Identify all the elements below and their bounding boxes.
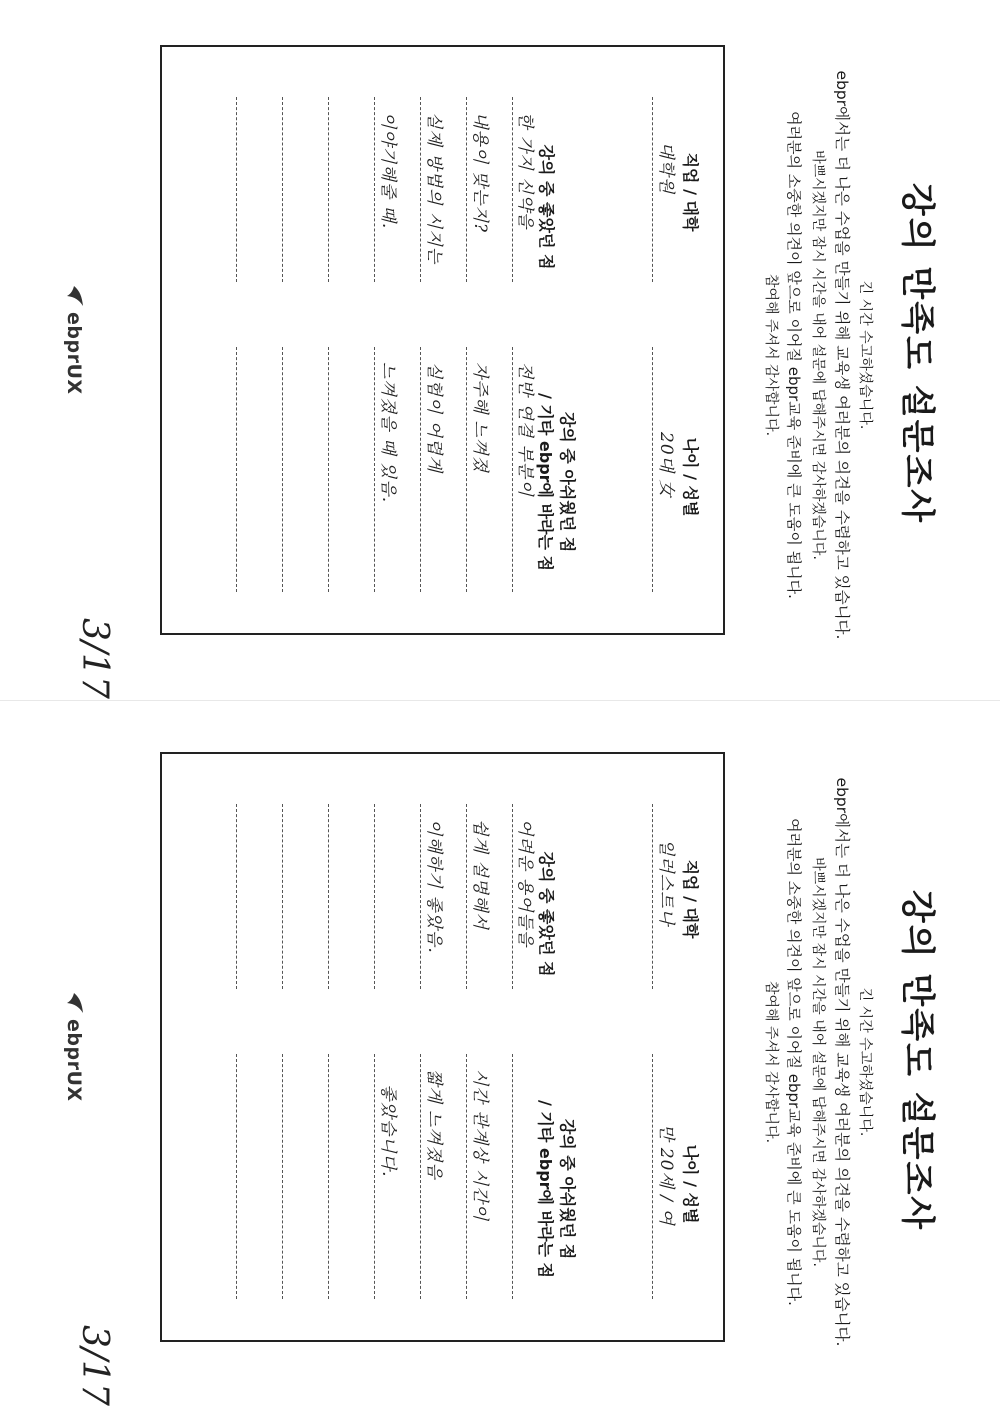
bad-answer-line [374,1054,375,1299]
intro-line: 참여해 주셔서 감사합니다. [763,273,779,437]
intro-line: ebpr에서는 더 나은 수업을 만들기 위해 교육생 여러분의 의견을 수렴하고 있습니다. [833,70,851,640]
good-answer-line [328,97,329,282]
bad-answer-text: 짧게 느껴졌음 [424,1069,444,1180]
good-answer-text: 이야기해줄 때. [378,112,398,230]
intro-line: 여러분의 소중한 의견이 앞으로 이어질 ebpr교육 준비에 큰 도움이 됩니다. [785,111,803,599]
good-answer-line [282,97,283,282]
good-answer-line [236,97,237,282]
survey-title: 강의 만족도 설문조사 [897,182,937,525]
ebprux-logo [63,285,85,395]
good-answer-line [512,804,513,989]
good-answer-line [466,804,467,989]
survey-form-box [160,752,725,1342]
handwritten-date: 3/17 [74,1325,115,1406]
bad-answer-line [512,347,513,592]
intro-line: 바쁘시겠지만 잠시 시간을 내어 설문에 답해주시면 감사하겠습니다. [810,857,826,1267]
job-answer-line [652,804,653,989]
bad-answer-line [420,1054,421,1299]
good-answer-text: 쉽게 설명해서 [470,819,490,930]
age-answer-line [652,1054,653,1299]
bad-answer-line [282,347,283,592]
bird-logo-icon [64,285,84,307]
bad-answer-line [236,1054,237,1299]
age-gender-label: 나이 / 성별 [681,1144,700,1224]
good-answer-text: 이해하기 좋았음. [424,819,444,954]
job-answer: 일러스트나 [656,839,676,927]
bird-logo-icon [64,992,84,1014]
bad-points-label [534,367,578,597]
intro-line: 바쁘시겠지만 잠시 시간을 내어 설문에 답해주시면 감사하겠습니다. [810,150,826,560]
good-answer-line [374,804,375,989]
good-answer-line [420,804,421,989]
bad-points-label-line2: / 기타 ebpr에 바라는 점 [536,393,555,571]
bad-answer-line [328,347,329,592]
good-answer-line [420,97,421,282]
good-answer-text: 실제 방법의 시지는 [424,112,444,265]
survey-form-box [160,45,725,635]
good-points-label: 강의 중 좋았던 점 [537,851,556,977]
job-answer: 대학원 [656,142,676,195]
job-label: 직업 / 대학 [681,859,700,939]
age-gender-answer: 20대 女 [656,432,676,498]
good-answer-line [466,97,467,282]
bad-points-label-line2: / 기타 ebpr에 바라는 점 [536,1100,555,1278]
bad-answer-line [512,1054,513,1299]
intro-line: 긴 시간 수고하셨습니다. [857,987,873,1137]
good-answer-line [512,97,513,282]
bad-points-label [534,1074,578,1304]
bad-answer-line [420,347,421,592]
bad-answer-text: 시간 관계상 시간이 [470,1069,490,1222]
good-answer-line [328,804,329,989]
job-answer-line [652,97,653,282]
good-answer-line [282,804,283,989]
good-answer-text: 어려운 용어들을 [515,819,535,948]
bad-answer-line [328,1054,329,1299]
age-answer-line [652,347,653,592]
intro-line: 참여해 주셔서 감사합니다. [763,980,779,1144]
good-answer-line [236,804,237,989]
bad-answer-line [374,347,375,592]
bad-answer-text: 느껴졌을 때 있음. [378,362,398,504]
bad-answer-line [466,1054,467,1299]
job-label: 직업 / 대학 [681,152,700,232]
survey-sheet-bottom [0,707,1000,1414]
bad-points-label-line1: 강의 중 아쉬웠던 점 [558,411,577,553]
good-answer-text: 내용이 맞는지? [470,112,490,234]
bad-points-label-line1: 강의 중 아쉬웠던 점 [558,1118,577,1260]
bad-answer-text: 전반 연결 부분이 [515,362,535,497]
good-answer-text: 한 가지 신약을 [515,112,535,230]
logo-text: ebprUX [63,312,85,395]
intro-line: 긴 시간 수고하셨습니다. [857,280,873,430]
intro-line: 여러분의 소중한 의견이 앞으로 이어질 ebpr교육 준비에 큰 도움이 됩니다. [785,818,803,1306]
handwritten-date: 3/17 [74,618,115,699]
age-gender-label: 나이 / 성별 [681,437,700,517]
good-points-label: 강의 중 좋았던 점 [537,144,556,270]
intro-line: ebpr에서는 더 나은 수업을 만들기 위해 교육생 여러분의 의견을 수렴하고 있습니다. [833,777,851,1347]
age-gender-answer: 만 20세 / 여 [656,1124,676,1226]
bad-answer-line [282,1054,283,1299]
bad-answer-text: 좋았습니다. [378,1084,398,1178]
good-answer-line [374,97,375,282]
bad-answer-text: 자주해 느껴졌 [470,362,490,473]
ebprux-logo [63,992,85,1102]
bad-answer-line [236,347,237,592]
survey-title: 강의 만족도 설문조사 [897,889,937,1232]
logo-text: ebprUX [63,1019,85,1102]
bad-answer-text: 실험이 어렵게 [424,362,444,473]
bad-answer-line [466,347,467,592]
